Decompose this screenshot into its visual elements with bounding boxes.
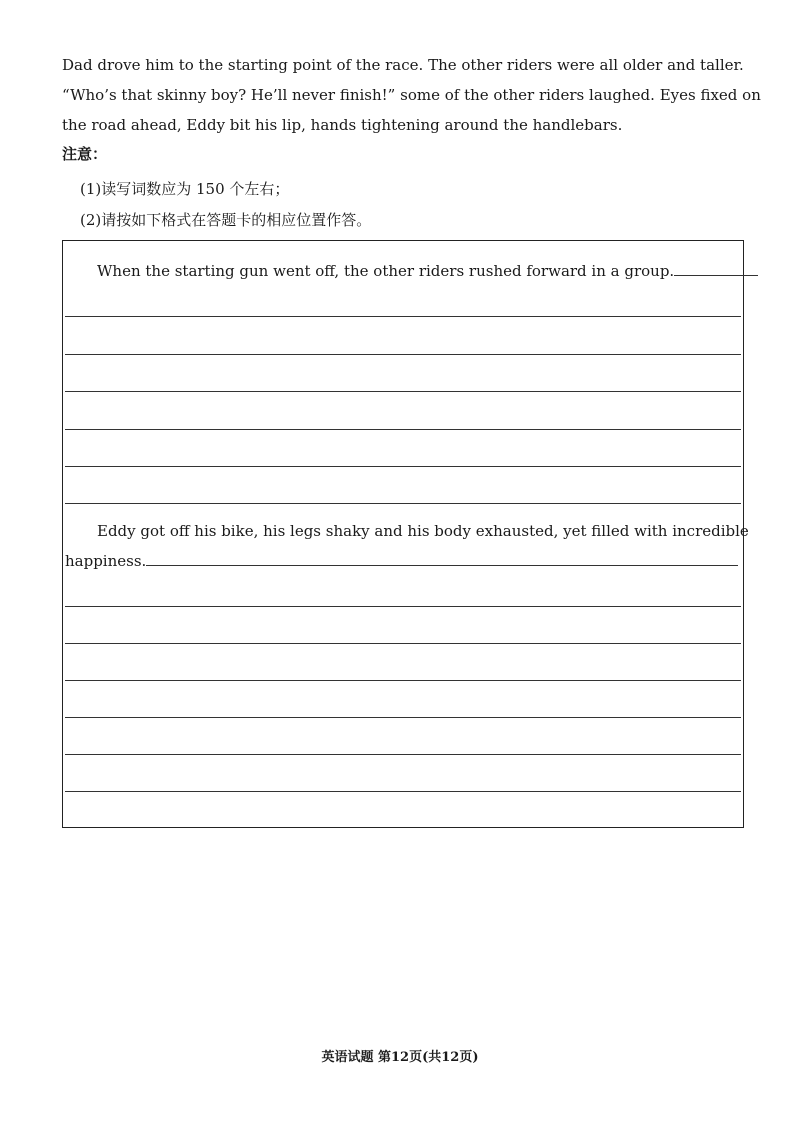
page-footer: 英语试题 第12页(共12页) [321,1050,479,1065]
writing-line[interactable] [65,391,741,392]
writing-line[interactable] [65,316,741,317]
prompt-2-line-2 [65,551,738,570]
writing-line[interactable] [65,606,741,607]
prompt-1-text: When the starting gun went off, the other riders rushed forward in a group. [97,262,675,280]
writing-line[interactable] [65,680,741,681]
passage-line-1: Dad drove him to the starting point of the race. The other riders were all older and taller. [62,56,744,74]
prompt-1-blank[interactable] [674,261,758,276]
prompt-2-line-1: Eddy got off his bike, his legs shaky and his body exhausted, yet filled with incredible [97,522,749,540]
answer-box [62,240,749,828]
passage-text [62,50,761,140]
writing-line[interactable] [65,643,741,644]
section-divider [65,503,741,504]
prompt-2-text: happiness. [65,552,147,570]
writing-line[interactable] [65,429,741,430]
writing-line[interactable] [65,717,741,718]
writing-line[interactable] [65,354,741,355]
writing-line[interactable] [65,791,741,792]
passage-line-2: “Who’s that skinny boy? He’ll never finish!” some of the other riders laughed. Eyes fixed on [62,86,761,104]
writing-line[interactable] [65,754,741,755]
notes-title: 注意： [62,145,108,163]
prompt-1 [97,261,758,280]
notes-item-1: (1)读写词数应为 150 个左右； [80,180,290,198]
passage-line-3: the road ahead, Eddy bit his lip, hands tightening around the handlebars. [62,116,623,134]
notes-item-2: (2)请按如下格式在答题卡的相应位置作答。 [80,211,372,229]
writing-line[interactable] [65,466,741,467]
prompt-2-blank[interactable] [146,551,738,566]
